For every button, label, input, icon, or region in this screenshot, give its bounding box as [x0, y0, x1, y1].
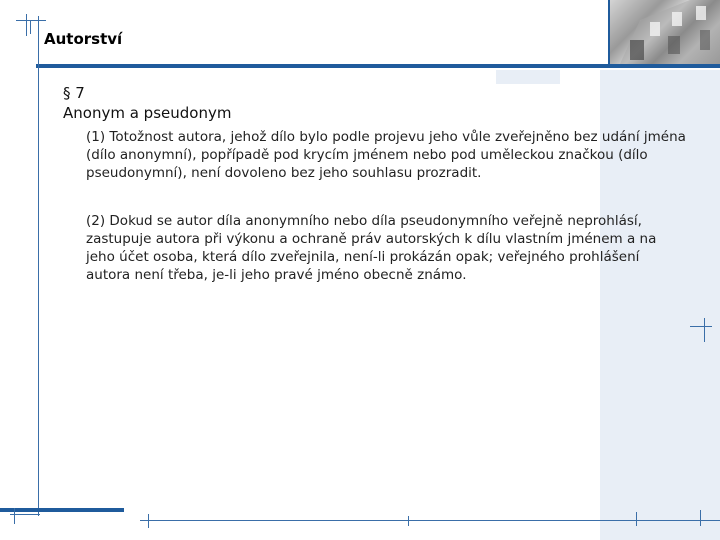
left-vertical-rule: [38, 16, 39, 516]
corner-mark-h: [16, 20, 46, 21]
bottom-tick-2: [408, 516, 409, 526]
bottom-tick-1: [148, 514, 149, 528]
paragraph-1: (1) Totožnost autora, jehož dílo bylo podle projevu jeho vůle zveřejněno bez udání jména (dílo anonymní), popřípadě pod krycím jménem nebo pod uměleckou značkou (dílo pseudonymní), není dovoleno bez jeho souhlasu prozradit.: [86, 129, 686, 181]
right-mark-h: [690, 326, 712, 327]
section-number: § 7: [63, 84, 85, 102]
bottom-rule: [140, 520, 720, 521]
slide-title: Autorství: [44, 30, 123, 48]
bottom-tick-3: [636, 512, 637, 526]
bottom-left-tick: [14, 508, 15, 524]
bottom-left-rule: [0, 508, 124, 512]
header-rule: [36, 64, 720, 68]
building-photo-detail: [610, 0, 720, 64]
corner-mark-v: [26, 14, 27, 36]
corner-mark-v2: [30, 20, 31, 34]
bottom-tick-4: [700, 510, 701, 526]
right-mark-v: [704, 318, 705, 342]
section-heading: Anonym a pseudonym: [63, 104, 232, 122]
decorative-box: [496, 70, 560, 84]
paragraph-2: (2) Dokud se autor díla anonymního nebo díla pseudonymního veřejně neprohlásí, zastupuje autora při výkonu a ochraně práv autorských k dílu vlastním jménem a na jeho účet osoba, která dílo zveřejnila, není-li prokázán opak; veřejného prohlášení autora není třeba, je-li jeho pravé jméno obecně známo.: [86, 213, 657, 283]
